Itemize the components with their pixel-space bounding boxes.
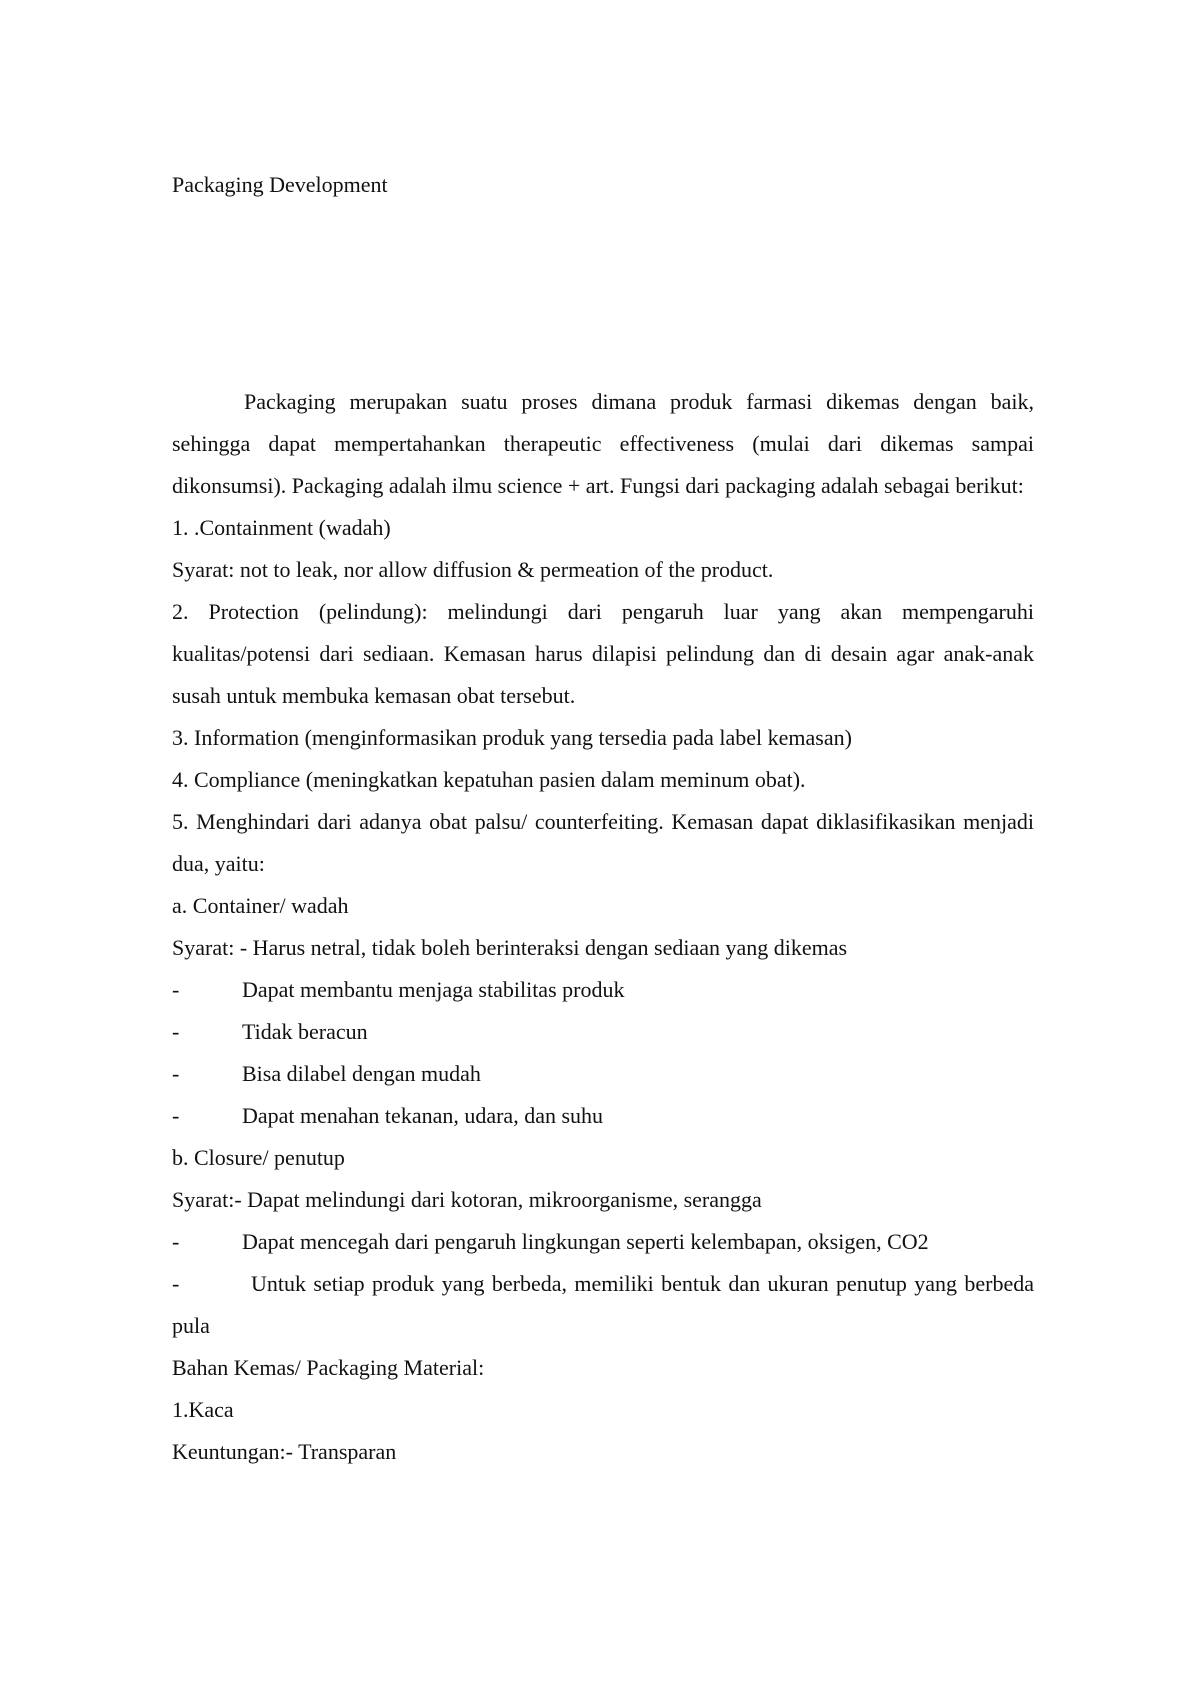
requirement-text: Dapat menahan tekanan, udara, dan suhu [242, 1103, 604, 1128]
intro-paragraph: Packaging merupakan suatu proses dimana produk farmasi dikemas dengan baik, sehingga dapat mempertahankan therapeutic effectiveness (mulai dari dikemas sampai dikonsumsi). Packaging adalah ilmu science + art. Fungsi dari packaging adalah sebagai berikut: [172, 389, 1034, 498]
container-requirement-item [172, 969, 1034, 1011]
requirement-text: Dapat membantu menjaga stabilitas produk [242, 977, 625, 1002]
function-item-4: 4. Compliance (meningkatkan kepatuhan pasien dalam meminum obat). [172, 767, 806, 792]
function-item-3: 3. Information (menginformasikan produk yang tersedia pada label kemasan) [172, 725, 852, 750]
closure-requirement: Syarat:- Dapat melindungi dari kotoran, mikroorganisme, serangga [172, 1187, 762, 1212]
document-title: Packaging Development [172, 172, 388, 197]
closure-requirement-item [172, 1221, 1034, 1263]
dash-bullet: - [172, 1103, 180, 1128]
dash-bullet: - [172, 1229, 180, 1254]
dash-bullet: - [172, 977, 180, 1002]
closure-heading: b. Closure/ penutup [172, 1145, 345, 1170]
container-requirement-item [172, 1011, 1034, 1053]
function-item-2: 2. Protection (pelindung): melindungi dari pengaruh luar yang akan mempengaruhi kualitas/potensi dari sediaan. Kemasan harus dilapisi pelindung dan di desain agar anak-anak susah untuk membuka kemasan obat tersebut. [172, 599, 1034, 708]
material-item-1-advantage: Keuntungan:- Transparan [172, 1439, 397, 1464]
function-item-1-requirement: Syarat: not to leak, nor allow diffusion & permeation of the product. [172, 557, 774, 582]
function-item-1: 1. .Containment (wadah) [172, 515, 391, 540]
function-item-5: 5. Menghindari dari adanya obat palsu/ counterfeiting. Kemasan dapat diklasifikasikan menjadi dua, yaitu: [172, 809, 1034, 876]
materials-heading: Bahan Kemas/ Packaging Material: [172, 1355, 485, 1380]
requirement-text: Bisa dilabel dengan mudah [242, 1061, 481, 1086]
requirement-text-wrapped [172, 1263, 1034, 1347]
container-heading: a. Container/ wadah [172, 893, 349, 918]
container-requirement: Syarat: - Harus netral, tidak boleh berinteraksi dengan sediaan yang dikemas [172, 935, 848, 960]
requirement-text: Untuk setiap produk yang berbeda, memiliki bentuk dan ukuran penutup yang berbeda pula [172, 1271, 1034, 1338]
dash-bullet: - [172, 1271, 180, 1296]
document-body [172, 381, 1034, 1473]
closure-requirement-item [172, 1263, 1034, 1347]
dash-bullet: - [172, 1019, 180, 1044]
material-item-1: 1.Kaca [172, 1397, 234, 1422]
container-requirement-item [172, 1053, 1034, 1095]
requirement-text: Dapat mencegah dari pengaruh lingkungan seperti kelembapan, oksigen, CO2 [242, 1229, 929, 1254]
container-requirement-item [172, 1095, 1034, 1137]
requirement-text: Tidak beracun [242, 1019, 368, 1044]
dash-bullet: - [172, 1061, 180, 1086]
